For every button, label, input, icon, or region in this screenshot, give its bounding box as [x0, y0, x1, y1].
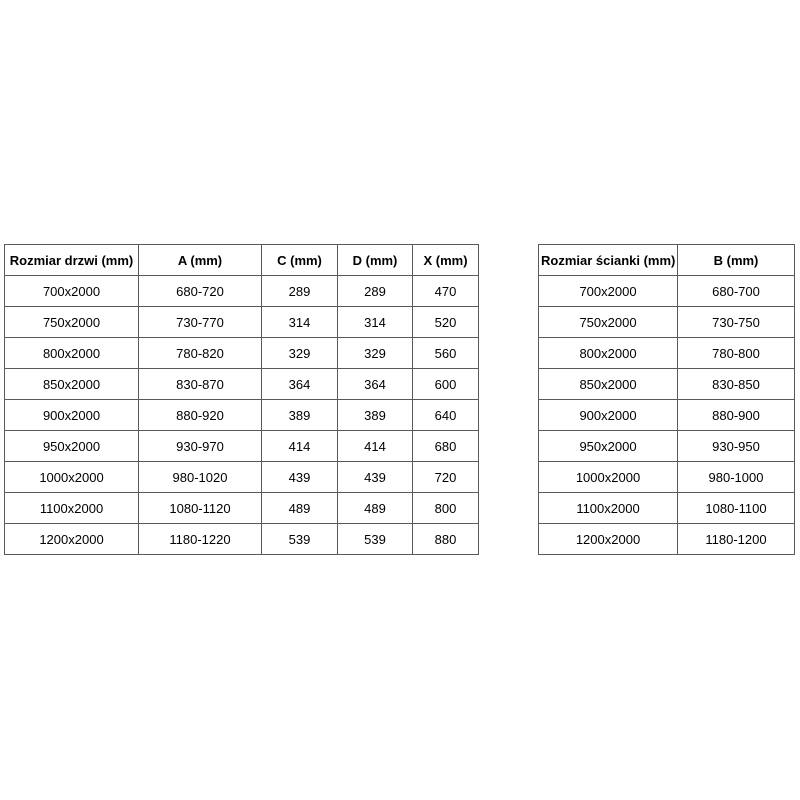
table-cell: 414 — [338, 431, 413, 462]
header-row — [539, 245, 795, 276]
table-cell: 720 — [413, 462, 479, 493]
table-cell: 900x2000 — [5, 400, 139, 431]
table-row — [5, 462, 479, 493]
table-cell: 730-750 — [678, 307, 795, 338]
table-cell: 1100x2000 — [5, 493, 139, 524]
table-cell: 600 — [413, 369, 479, 400]
table-row — [539, 493, 795, 524]
table-cell: 800x2000 — [539, 338, 678, 369]
table-cell: 1200x2000 — [5, 524, 139, 555]
table-row — [539, 524, 795, 555]
table-row — [5, 369, 479, 400]
table-row — [539, 307, 795, 338]
table-cell: 364 — [338, 369, 413, 400]
table-cell: 880-900 — [678, 400, 795, 431]
table-cell: 1180-1200 — [678, 524, 795, 555]
table-cell: 880-920 — [139, 400, 262, 431]
table-cell: 520 — [413, 307, 479, 338]
table-cell: 414 — [262, 431, 338, 462]
table-cell: 750x2000 — [5, 307, 139, 338]
table-cell: 329 — [338, 338, 413, 369]
table-cell: 900x2000 — [539, 400, 678, 431]
table-cell: 950x2000 — [539, 431, 678, 462]
table-row — [539, 400, 795, 431]
table-row — [5, 400, 479, 431]
table-cell: 950x2000 — [5, 431, 139, 462]
table-cell: 830-850 — [678, 369, 795, 400]
table-cell: 314 — [262, 307, 338, 338]
table-row — [539, 369, 795, 400]
table-cell: 980-1020 — [139, 462, 262, 493]
column-header: Rozmiar drzwi (mm) — [5, 245, 139, 276]
table-cell: 700x2000 — [5, 276, 139, 307]
table-cell: 980-1000 — [678, 462, 795, 493]
wall-panel-dimensions-table — [538, 244, 795, 555]
table-cell: 364 — [262, 369, 338, 400]
header-row — [5, 245, 479, 276]
table-cell: 1080-1120 — [139, 493, 262, 524]
table-cell: 850x2000 — [5, 369, 139, 400]
table-cell: 1200x2000 — [539, 524, 678, 555]
table-cell: 489 — [338, 493, 413, 524]
table-row — [5, 431, 479, 462]
table-cell: 680-720 — [139, 276, 262, 307]
table-cell: 800 — [413, 493, 479, 524]
table-row — [5, 524, 479, 555]
table-cell: 700x2000 — [539, 276, 678, 307]
column-header: X (mm) — [413, 245, 479, 276]
table-cell: 640 — [413, 400, 479, 431]
table-cell: 439 — [338, 462, 413, 493]
table-cell: 289 — [262, 276, 338, 307]
table-row — [5, 276, 479, 307]
table-cell: 1000x2000 — [539, 462, 678, 493]
column-header: D (mm) — [338, 245, 413, 276]
table-cell: 389 — [262, 400, 338, 431]
table-cell: 329 — [262, 338, 338, 369]
table-row — [5, 338, 479, 369]
table-cell: 1100x2000 — [539, 493, 678, 524]
table-cell: 880 — [413, 524, 479, 555]
table-cell: 1080-1100 — [678, 493, 795, 524]
table-cell: 780-820 — [139, 338, 262, 369]
table-cell: 439 — [262, 462, 338, 493]
table-cell: 680-700 — [678, 276, 795, 307]
table-cell: 489 — [262, 493, 338, 524]
column-header: A (mm) — [139, 245, 262, 276]
table-cell: 1180-1220 — [139, 524, 262, 555]
table-cell: 314 — [338, 307, 413, 338]
table-cell: 830-870 — [139, 369, 262, 400]
table-row — [539, 431, 795, 462]
table-cell: 539 — [338, 524, 413, 555]
table-cell: 539 — [262, 524, 338, 555]
table-cell: 289 — [338, 276, 413, 307]
table-cell: 750x2000 — [539, 307, 678, 338]
table-cell: 800x2000 — [5, 338, 139, 369]
table-row — [539, 276, 795, 307]
table-row — [539, 338, 795, 369]
table-cell: 730-770 — [139, 307, 262, 338]
table-cell: 930-950 — [678, 431, 795, 462]
table-cell: 1000x2000 — [5, 462, 139, 493]
column-header: C (mm) — [262, 245, 338, 276]
table-cell: 389 — [338, 400, 413, 431]
table-row — [5, 307, 479, 338]
table-cell: 680 — [413, 431, 479, 462]
table-cell: 930-970 — [139, 431, 262, 462]
table-cell: 850x2000 — [539, 369, 678, 400]
column-header: Rozmiar ścianki (mm) — [539, 245, 678, 276]
table-cell: 560 — [413, 338, 479, 369]
column-header: B (mm) — [678, 245, 795, 276]
table-row — [5, 493, 479, 524]
table-cell: 470 — [413, 276, 479, 307]
table-cell: 780-800 — [678, 338, 795, 369]
table-row — [539, 462, 795, 493]
door-dimensions-table — [4, 244, 479, 555]
